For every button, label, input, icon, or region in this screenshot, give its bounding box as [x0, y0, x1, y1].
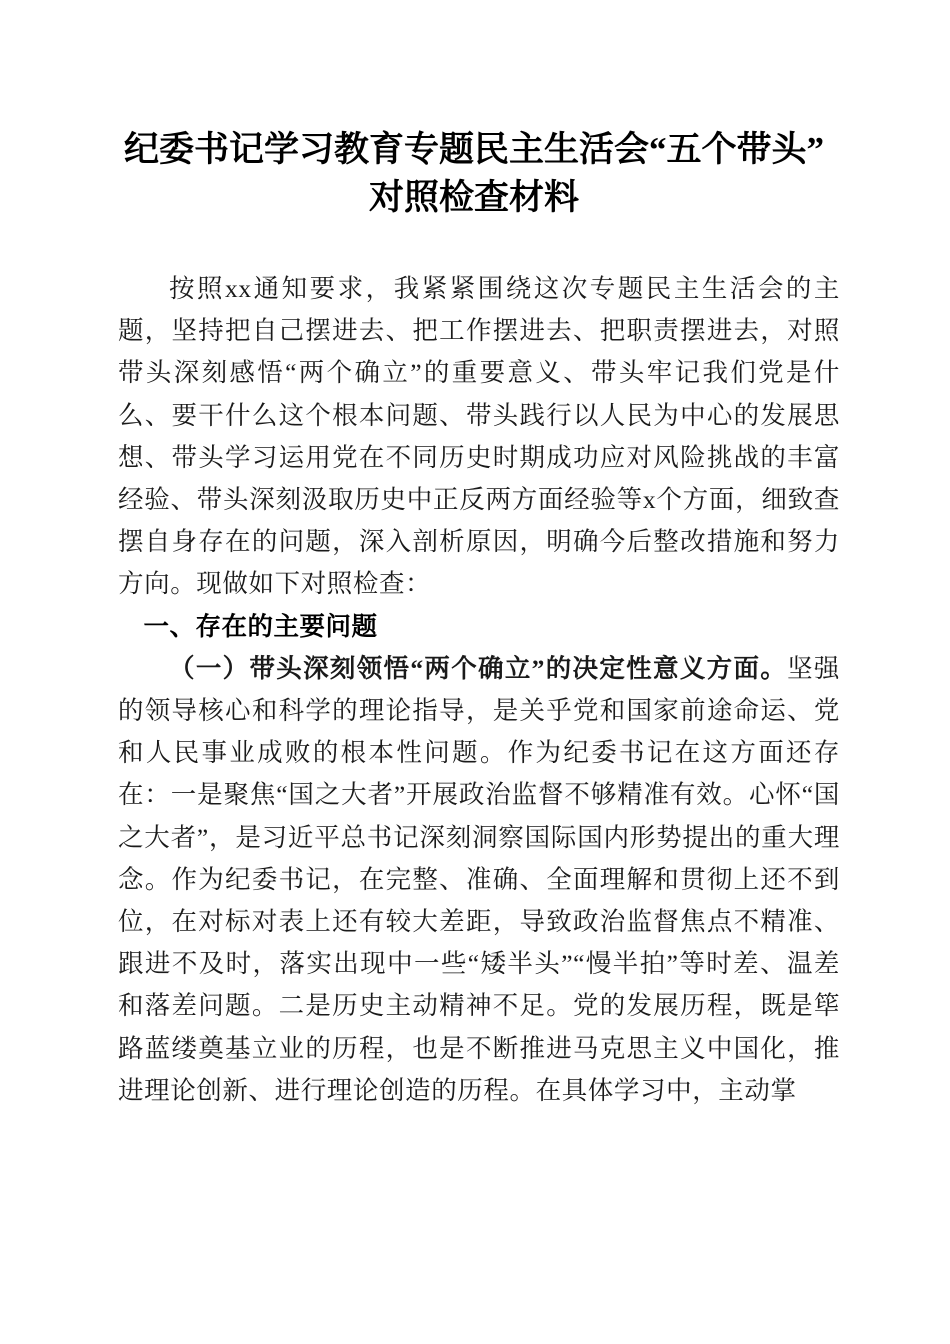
subsection-one-paragraph [118, 648, 840, 1112]
page-content-area [118, 0, 840, 1112]
subsection-one-lead: （一）带头深刻领悟“两个确立”的决定性意义方面。 [169, 653, 788, 683]
section-heading-one: 一、存在的主要问题 [143, 612, 378, 641]
intro-paragraph: 按照xx通知要求，我紧紧围绕这次专题民主生活会的主题，坚持把自己摆进去、把工作摆进去、把职责摆进去，对照带头深刻感悟“两个确立”的重要意义、带头牢记我们党是什么、要干什么这个根本问题、带头践行以人民为中心的发展思想、带头学习运用党在不同历史时期成功应对风险挑战的丰富经验、带头深刻汲取历史中正反两方面经验等x个方面，细致查摆自身存在的问题，深入剖析原因，明确今后整改措施和努力方向。现做如下对照检查： [118, 274, 840, 599]
subsection-one-body: 坚强的领导核心和科学的理论指导，是关乎党和国家前途命运、党和人民事业成败的根本性问题。作为纪委书记在这方面还存在：一是聚焦“国之大者”开展政治监督不够精准有效。心怀“国之大者”，是习近平总书记深刻洞察国际国内形势提出的重大理念。作为纪委书记，在完整、准确、全面理解和贯彻上还不到位，在对标对表上还有较大差距，导致政治监督焦点不精准、跟进不及时，落实出现中一些“矮半头”“慢半拍”等时差、温差和落差问题。二是历史主动精神不足。党的发展历程，既是筚路蓝缕奠基立业的历程，也是不断推进马克思主义中国化，推进理论创新、进行理论创造的历程。在具体学习中，主动掌 [118, 653, 840, 1105]
page-title: 纪委书记学习教育专题民主生活会“五个带头”对照检查材料 [124, 130, 825, 217]
